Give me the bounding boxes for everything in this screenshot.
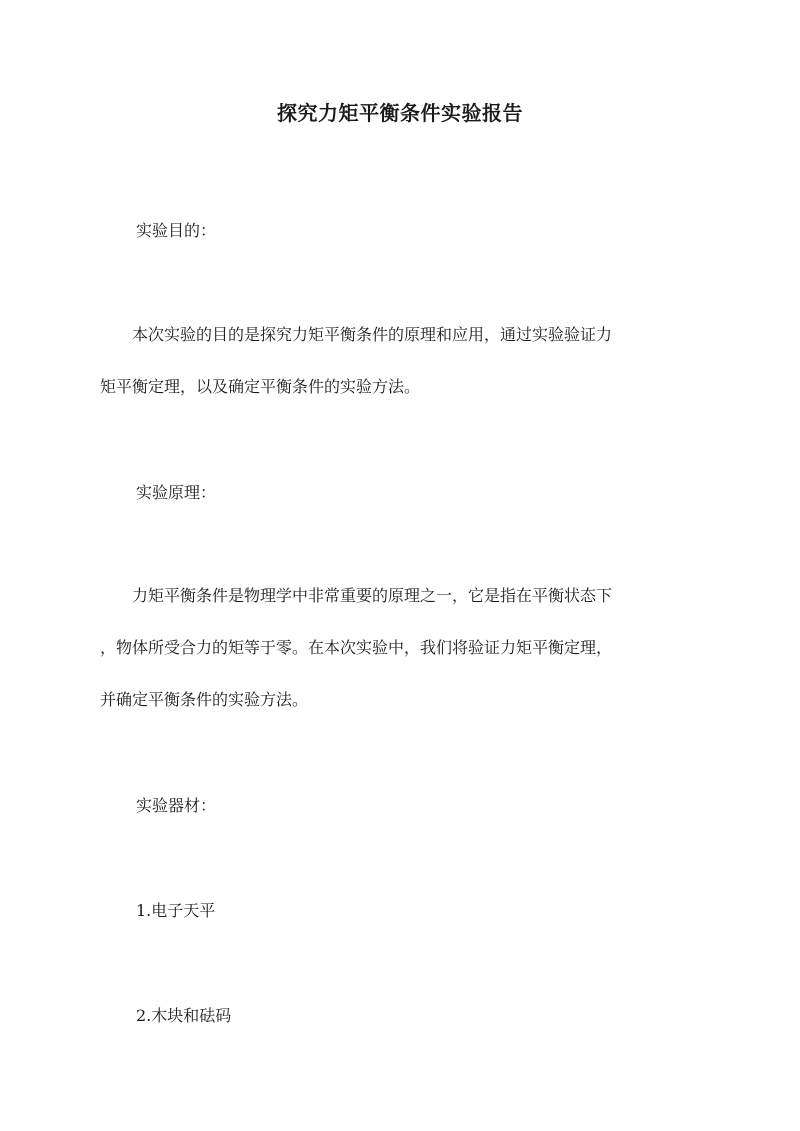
paragraph-line: 并确定平衡条件的实验方法。 — [100, 690, 309, 709]
paragraph-line: 矩平衡定理，以及确定平衡条件的实验方法。 — [100, 377, 421, 396]
paragraph-line: 力矩平衡条件是物理学中非常重要的原理之一，它是指在平衡状态下 — [100, 586, 613, 605]
section-heading-principle: 实验原理： — [136, 483, 217, 502]
paragraph-principle — [100, 584, 704, 712]
paragraph-line: 本次实验的目的是探究力矩平衡条件的原理和应用，通过实验验证力 — [100, 325, 613, 344]
list-item: 2.木块和砝码 — [136, 1006, 232, 1025]
document-title: 探究力矩平衡条件实验报告 — [277, 101, 523, 125]
paragraph-line: ，物体所受合力的矩等于零。在本次实验中，我们将验证力矩平衡定理， — [100, 638, 613, 657]
section-heading-equipment: 实验器材： — [136, 796, 217, 815]
paragraph-purpose — [100, 323, 704, 399]
list-item: 1.电子天平 — [136, 901, 216, 920]
section-heading-purpose: 实验目的： — [136, 221, 217, 240]
